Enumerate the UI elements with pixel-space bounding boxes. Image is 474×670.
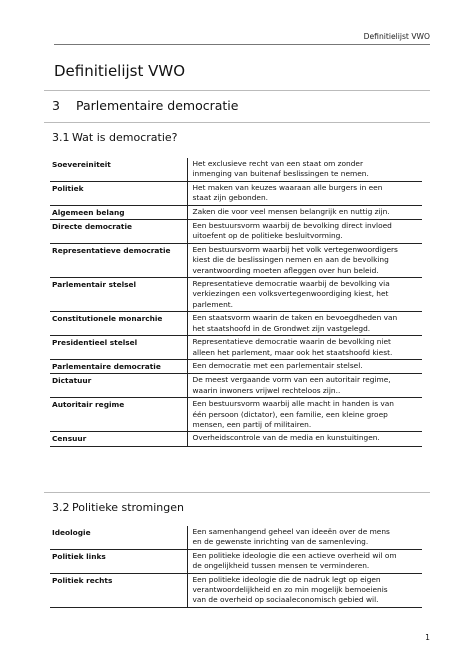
- definition-line: Representatieve democratie waarin de bevolking niet: [192, 337, 391, 347]
- definition-line: Overheidscontrole van de media en kunstuitingen.: [192, 433, 380, 443]
- definitions-table-democratie: [50, 158, 422, 447]
- term-cell: Parlementair stelsel: [50, 278, 187, 312]
- definition-cell: [187, 312, 422, 336]
- term-cell: Soevereiniteit: [50, 158, 187, 181]
- section-title: Politieke stromingen: [72, 501, 184, 514]
- definition-cell: [187, 432, 422, 446]
- definition-cell: [187, 181, 422, 205]
- table-row: [50, 181, 422, 205]
- definition-line: Een bestuursvorm waarbij de bevolking direct invloed: [192, 221, 392, 231]
- term-cell: Ideologie: [50, 526, 187, 549]
- table-row: [50, 312, 422, 336]
- definition-line: Een politieke ideologie die een actieve overheid wil om: [192, 550, 397, 560]
- definition-line: Het exclusieve recht van een staat om zonder: [192, 159, 364, 168]
- section-title: Wat is democratie?: [72, 131, 178, 144]
- chapter-title: Parlementaire democratie: [76, 98, 239, 113]
- definition-line: parlement.: [192, 299, 234, 309]
- table-row: [50, 549, 422, 573]
- running-header: Definitielijst VWO: [363, 32, 430, 41]
- definition-cell: [187, 573, 422, 607]
- term-cell: Dictatuur: [50, 374, 187, 398]
- definition-line: verantwoordelijkheid en zo min mogelijk bemoeienis: [192, 585, 388, 595]
- definition-line: staat zijn gebonden.: [192, 193, 268, 203]
- term-cell: Representatieve democratie: [50, 243, 187, 277]
- definition-line: Een bestuursvorm waarbij alle macht in handen is van: [192, 399, 394, 409]
- definition-cell: [187, 336, 422, 360]
- table-row: [50, 243, 422, 277]
- definition-cell: [187, 220, 422, 244]
- chapter-heading: [44, 90, 430, 113]
- table-row: [50, 359, 422, 373]
- definition-line: verkiezingen een volksvertegenwoordiging kiest, het: [192, 289, 389, 299]
- definition-line: de ongelijkheid tussen mensen te verminderen.: [192, 561, 370, 571]
- table-row: [50, 526, 422, 549]
- definition-line: één persoon (dictator), een familie, een kleine groep: [192, 409, 388, 419]
- definition-cell: [187, 158, 422, 181]
- definition-line: waarin inwoners vrijwel rechteloos zijn..: [192, 385, 341, 395]
- definition-cell: [187, 243, 422, 277]
- term-cell: Autoritair regime: [50, 398, 187, 432]
- definition-cell: [187, 278, 422, 312]
- section-number: 3.1: [52, 131, 70, 144]
- definition-line: Een samenhangend geheel van ideeën over de mens: [192, 527, 390, 536]
- definition-line: en de gewenste inrichting van de samenleving.: [192, 537, 369, 547]
- definition-line: verantwoording moeten afleggen over hun beleid.: [192, 265, 379, 275]
- term-cell: Constitutionele monarchie: [50, 312, 187, 336]
- table-row: [50, 278, 422, 312]
- definition-line: Een staatsvorm waarin de taken en bevoegdheden van: [192, 313, 398, 323]
- term-cell: Directe democratie: [50, 220, 187, 244]
- section-heading-3-1: [44, 122, 430, 144]
- definition-cell: [187, 205, 422, 219]
- page-number: 1: [425, 633, 430, 642]
- document-title: Definitielijst VWO: [54, 62, 186, 80]
- definition-line: Het maken van keuzes waaraan alle burgers in een: [192, 182, 383, 192]
- definition-line: Zaken die voor veel mensen belangrijk en nuttig zijn.: [192, 206, 390, 216]
- definition-cell: [187, 374, 422, 398]
- section-number: 3.2: [52, 501, 70, 514]
- definition-cell: [187, 398, 422, 432]
- table-row: [50, 398, 422, 432]
- term-cell: Censuur: [50, 432, 187, 446]
- table-row: [50, 336, 422, 360]
- definition-cell: [187, 526, 422, 549]
- table-row: [50, 432, 422, 446]
- definition-cell: [187, 549, 422, 573]
- term-cell: Algemeen belang: [50, 205, 187, 219]
- definition-line: van de overheid op sociaaleconomisch gebied wil.: [192, 595, 379, 605]
- term-cell: Politiek links: [50, 549, 187, 573]
- term-cell: Parlementaire democratie: [50, 359, 187, 373]
- section-rule: [44, 492, 430, 493]
- header-rule: [54, 44, 430, 45]
- definition-line: Een bestuursvorm waarbij het volk vertegenwoordigers: [192, 244, 398, 254]
- term-cell: Politiek: [50, 181, 187, 205]
- definition-line: inmenging van buitenaf beslissingen te nemen.: [192, 169, 369, 179]
- definition-line: mensen, een partij of militairen.: [192, 419, 312, 429]
- definition-line: Een politieke ideologie die de nadruk legt op eigen: [192, 574, 381, 584]
- definition-line: het staatshoofd in de Grondwet zijn vastgelegd.: [192, 323, 371, 333]
- definition-cell: [187, 359, 422, 373]
- table-row: [50, 220, 422, 244]
- chapter-number: 3: [52, 98, 60, 113]
- table-row: [50, 374, 422, 398]
- table-row: [50, 158, 422, 181]
- definition-line: Representatieve democratie waarbij de bevolking via: [192, 279, 390, 289]
- section-heading-3-2: [44, 492, 430, 514]
- table-row: [50, 573, 422, 607]
- definition-line: De meest vergaande vorm van een autoritair regime,: [192, 375, 391, 385]
- table-row: [50, 205, 422, 219]
- term-cell: Politiek rechts: [50, 573, 187, 607]
- definition-line: alleen het parlement, maar ook het staatshoofd kiest.: [192, 347, 393, 357]
- term-cell: Presidentieel stelsel: [50, 336, 187, 360]
- section-rule: [44, 122, 430, 123]
- definition-line: kiest die de beslissingen nemen en aan de bevolking: [192, 255, 389, 265]
- definitions-table-stromingen: [50, 526, 422, 608]
- definition-line: Een democratie met een parlementair stelsel.: [192, 360, 363, 370]
- definition-line: uitoefent op de politieke besluitvorming.: [192, 231, 343, 241]
- chapter-rule: [44, 90, 430, 91]
